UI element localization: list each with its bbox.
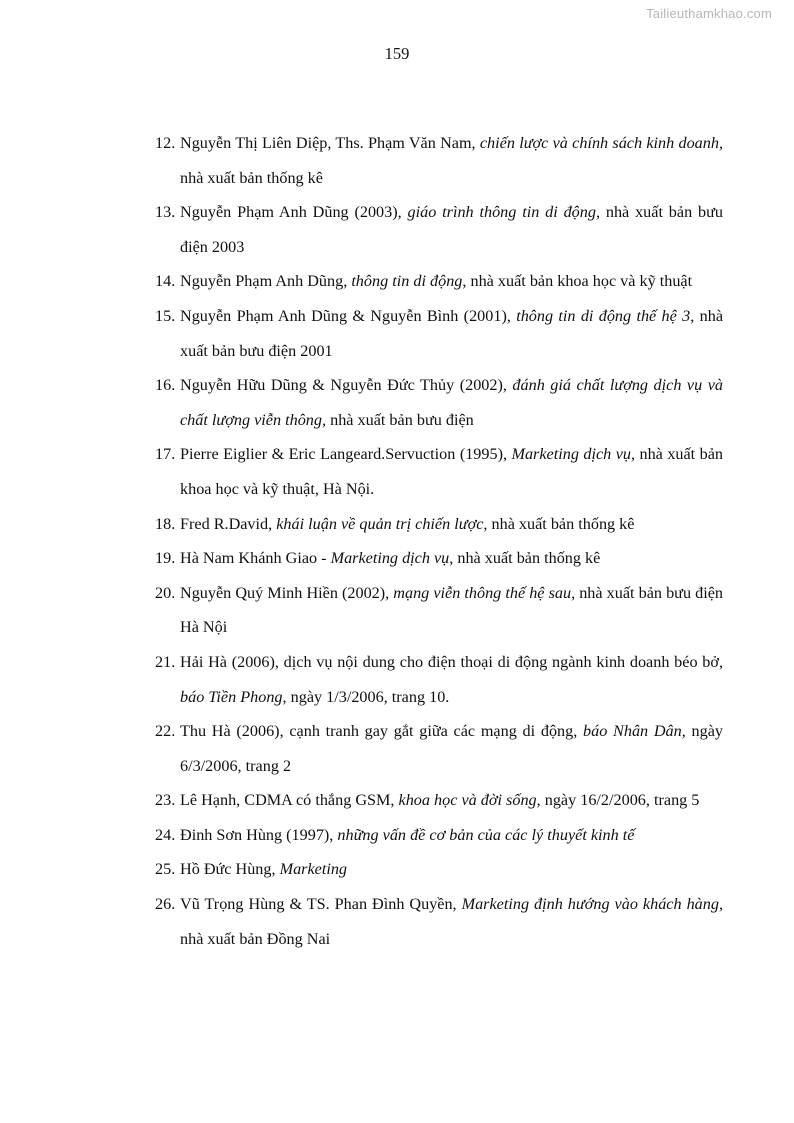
reference-plain-text: Nguyễn Phạm Anh Dũng & Nguyễn Bình (2001), [180,306,517,325]
reference-number: 26. [155,895,176,914]
reference-text [180,645,723,714]
reference-number: 19. [155,549,176,568]
reference-title-italic: Marketing dịch vụ [330,549,450,568]
reference-plain-text: Hồ Đức Hùng, [180,860,280,879]
reference-plain-text: Đinh Sơn Hùng (1997), [180,825,338,844]
reference-number: 23. [155,791,176,810]
reference-plain-text: Fred R.David, [180,514,277,533]
reference-title-italic: chiến lược và chính sách kinh doanh, [479,134,723,152]
reference-entry [155,264,723,299]
reference-number: 21. [155,652,176,671]
reference-plain-text: Nguyễn Hữu Dũng & Nguyễn Đức Thủy (2002), [180,376,513,395]
reference-entry [155,714,723,783]
reference-number: 15. [155,306,176,325]
reference-plain-text: , ngày 1/3/2006, trang 10. [282,687,450,706]
reference-entry [155,818,723,853]
reference-plain-text: Nguyễn Thị Liên Diệp, Ths. Phạm Văn Nam, [180,134,480,152]
reference-entry [155,368,723,437]
reference-plain-text: Nguyễn Phạm Anh Dũng (2003), [180,203,408,222]
reference-entry [155,195,723,264]
reference-plain-text: nhà xuất bản bưu điện [326,410,474,429]
reference-text [180,507,723,542]
reference-entry [155,541,723,576]
reference-text [180,126,723,195]
reference-text [180,195,723,264]
reference-plain-text: , nhà xuất bản Đồng Nai [180,895,723,948]
reference-plain-text: , nhà xuất bản thống kê [483,514,635,533]
reference-text [180,783,723,818]
reference-entry [155,507,723,542]
reference-plain-text: , nhà xuất bản khoa học và kỹ thuật [462,272,693,291]
reference-number: 12. [155,134,176,152]
reference-number: 18. [155,514,176,533]
reference-title-italic: Marketing [279,860,348,879]
reference-plain-text: , nhà xuất bản khoa học và kỹ thuật, Hà Nội. [180,445,724,498]
reference-plain-text: Hà Nam Khánh Giao - [180,549,331,568]
reference-entry [155,783,723,818]
reference-number: 14. [155,272,176,291]
reference-plain-text: ngày 6/3/2006, trang 2 [180,722,723,775]
reference-title-italic: Marketing dịch vụ [511,445,631,464]
reference-text [180,576,723,645]
page-number: 159 [384,44,410,63]
reference-title-italic: khoa học và đời sống [398,791,537,810]
reference-entry [155,126,723,195]
reference-list [155,126,723,956]
reference-entry [155,299,723,368]
reference-plain-text: Vũ Trọng Hùng & TS. Phan Đình Quyền, [180,895,462,914]
reference-title-italic: giáo trình thông tin di động [407,203,596,222]
reference-number: 22. [155,722,176,741]
reference-number: 13. [155,203,176,222]
reference-entry [155,852,723,887]
reference-text [180,887,723,956]
reference-plain-text: , nhà xuất bản bưu điện 2001 [180,306,724,360]
reference-plain-text: Lê Hạnh, CDMA có thắng GSM, [180,791,399,810]
reference-title-italic: báo Nhân Dân, [583,722,686,741]
site-watermark: Tailieuthamkhao.com [646,6,772,21]
reference-number: 25. [155,860,176,879]
reference-number: 20. [155,583,176,602]
reference-plain-text: Thu Hà (2006), cạnh tranh gay gắt giữa các mạng di động, [180,722,584,741]
reference-plain-text: nhà xuất bản bưu điện Hà Nội [180,583,723,637]
reference-text [180,541,723,576]
reference-plain-text: Hải Hà (2006), dịch vụ nội dung cho điện thoại di động ngành kinh doanh béo bở, [180,652,723,671]
reference-title-italic: khái luận về quản trị chiến lược [276,514,484,533]
reference-plain-text: Nguyễn Phạm Anh Dũng, [180,272,352,291]
reference-text [180,437,723,506]
reference-plain-text: , ngày 16/2/2006, trang 5 [536,791,700,810]
reference-title-italic: mạng viễn thông thế hệ sau, [393,583,576,602]
reference-entry [155,576,723,645]
reference-text [180,299,723,368]
reference-text [180,852,723,887]
reference-title-italic: thông tin di động thế hệ 3 [516,306,691,325]
reference-entry [155,645,723,714]
reference-number: 24. [155,825,176,844]
reference-number: 16. [155,376,176,395]
reference-text [180,818,723,853]
reference-title-italic: đánh giá chất lượng dịch vụ và chất lượng viễn thông, [180,376,723,429]
reference-number: 17. [155,445,176,464]
reference-text [180,264,723,299]
reference-plain-text: nhà xuất bản thống kê [180,168,323,187]
reference-text [180,368,723,437]
reference-plain-text: , nhà xuất bản bưu điện 2003 [180,203,723,256]
reference-title-italic: báo Tiền Phong [180,687,283,706]
reference-entry [155,437,723,506]
reference-plain-text: Pierre Eiglier & Eric Langeard.Servuction (1995), [180,445,512,464]
reference-title-italic: Marketing định hướng vào khách hàng [461,895,719,914]
reference-plain-text: Nguyễn Quý Minh Hiền (2002), [180,583,394,602]
reference-plain-text: , nhà xuất bản thống kê [449,549,601,568]
reference-entry [155,887,723,956]
reference-title-italic: những vấn đề cơ bản của các lý thuyết kinh tế [337,825,635,844]
reference-title-italic: thông tin di động [351,272,463,291]
reference-text [180,714,723,783]
